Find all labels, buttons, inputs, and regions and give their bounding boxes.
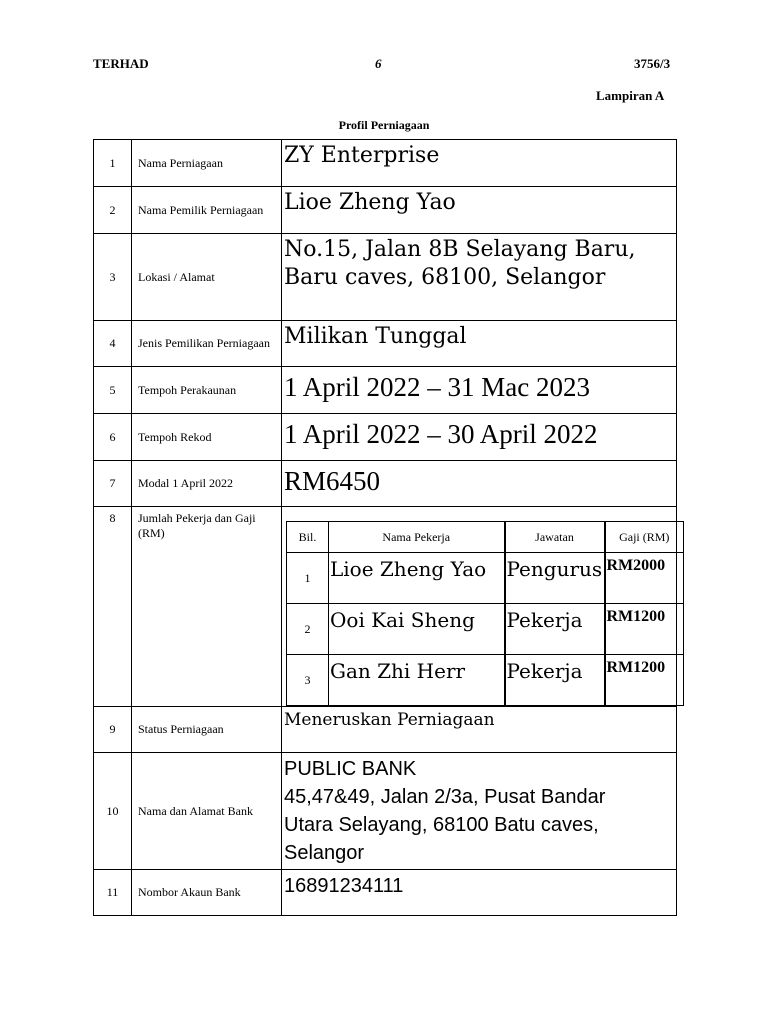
row-label: Nama Pemilik Perniagaan bbox=[132, 187, 282, 234]
row-number: 6 bbox=[94, 414, 132, 461]
owner-name-value: Lioe Zheng Yao bbox=[282, 187, 677, 234]
account-number-value: 16891234111 bbox=[282, 870, 677, 916]
row-label: Lokasi / Alamat bbox=[132, 234, 282, 321]
row-number: 5 bbox=[94, 367, 132, 414]
table-row bbox=[94, 321, 677, 367]
row-label: Tempoh Perakaunan bbox=[132, 367, 282, 414]
employee-number: 3 bbox=[287, 655, 329, 706]
table-row bbox=[94, 707, 677, 753]
row-label: Nama Perniagaan bbox=[132, 140, 282, 187]
row-number: 7 bbox=[94, 461, 132, 507]
address-line: Baru caves, 68100, Selangor bbox=[284, 265, 606, 290]
row-label: Jumlah Pekerja dan Gaji (RM) bbox=[132, 507, 282, 707]
row-label: Jenis Pemilikan Perniagaan bbox=[132, 321, 282, 367]
employee-name: Lioe Zheng Yao bbox=[329, 553, 505, 604]
record-period-value: 1 April 2022 – 30 April 2022 bbox=[282, 414, 677, 461]
row-label: Tempoh Rekod bbox=[132, 414, 282, 461]
capital-value: RM6450 bbox=[282, 461, 677, 507]
header-left: TERHAD bbox=[93, 56, 149, 71]
employees-cell bbox=[282, 507, 677, 707]
accounting-period-value: 1 April 2022 – 31 Mac 2023 bbox=[282, 367, 677, 414]
employee-name: Gan Zhi Herr bbox=[329, 655, 505, 706]
address-value bbox=[282, 234, 677, 321]
bank-line: 45,47&49, Jalan 2/3a, Pusat Bandar bbox=[284, 786, 606, 808]
business-name-value: ZY Enterprise bbox=[282, 140, 677, 187]
employee-position: Pekerja bbox=[505, 604, 605, 655]
table-row bbox=[94, 140, 677, 187]
address-line: No.15, Jalan 8B Selayang Baru, bbox=[284, 237, 636, 262]
employee-row bbox=[287, 604, 684, 655]
employee-row bbox=[287, 655, 684, 706]
employee-salary: RM1200 bbox=[605, 604, 684, 655]
employee-row bbox=[287, 553, 684, 604]
bank-line: Selangor bbox=[284, 842, 365, 864]
row-label: Nombor Akaun Bank bbox=[132, 870, 282, 916]
employees-table bbox=[286, 521, 684, 706]
employee-position: Pengurus bbox=[505, 553, 605, 604]
row-number: 10 bbox=[94, 753, 132, 870]
employee-name: Ooi Kai Sheng bbox=[329, 604, 505, 655]
ownership-type-value: Milikan Tunggal bbox=[282, 321, 677, 367]
employees-header-row bbox=[287, 522, 684, 553]
table-row bbox=[94, 414, 677, 461]
table-row bbox=[94, 753, 677, 870]
row-number: 4 bbox=[94, 321, 132, 367]
page-number: 6 bbox=[375, 56, 382, 71]
employee-number: 2 bbox=[287, 604, 329, 655]
column-header: Jawatan bbox=[505, 522, 605, 553]
employee-salary: RM1200 bbox=[605, 655, 684, 706]
row-number: 2 bbox=[94, 187, 132, 234]
row-number: 1 bbox=[94, 140, 132, 187]
bank-details-value bbox=[282, 753, 677, 870]
table-row bbox=[94, 187, 677, 234]
appendix-label: Lampiran A bbox=[596, 88, 665, 103]
table-row bbox=[94, 234, 677, 321]
row-number: 9 bbox=[94, 707, 132, 753]
column-header: Bil. bbox=[287, 522, 329, 553]
row-label: Nama dan Alamat Bank bbox=[132, 753, 282, 870]
business-profile-table bbox=[93, 139, 677, 916]
table-row bbox=[94, 507, 677, 707]
page-title: Profil Perniagaan bbox=[338, 118, 430, 132]
employee-number: 1 bbox=[287, 553, 329, 604]
bank-line: Utara Selayang, 68100 Batu caves, bbox=[284, 814, 599, 836]
bank-line: PUBLIC BANK bbox=[284, 758, 417, 780]
row-number: 11 bbox=[94, 870, 132, 916]
column-header: Nama Pekerja bbox=[329, 522, 505, 553]
column-header: Gaji (RM) bbox=[605, 522, 684, 553]
business-status-value: Meneruskan Perniagaan bbox=[282, 707, 677, 753]
row-number: 3 bbox=[94, 234, 132, 321]
employee-position: Pekerja bbox=[505, 655, 605, 706]
employee-salary: RM2000 bbox=[605, 553, 684, 604]
table-row bbox=[94, 367, 677, 414]
row-number: 8 bbox=[94, 507, 132, 707]
row-label: Modal 1 April 2022 bbox=[132, 461, 282, 507]
table-row bbox=[94, 870, 677, 916]
paper-code: 3756/3 bbox=[634, 56, 671, 71]
row-label: Status Perniagaan bbox=[132, 707, 282, 753]
table-row bbox=[94, 461, 677, 507]
